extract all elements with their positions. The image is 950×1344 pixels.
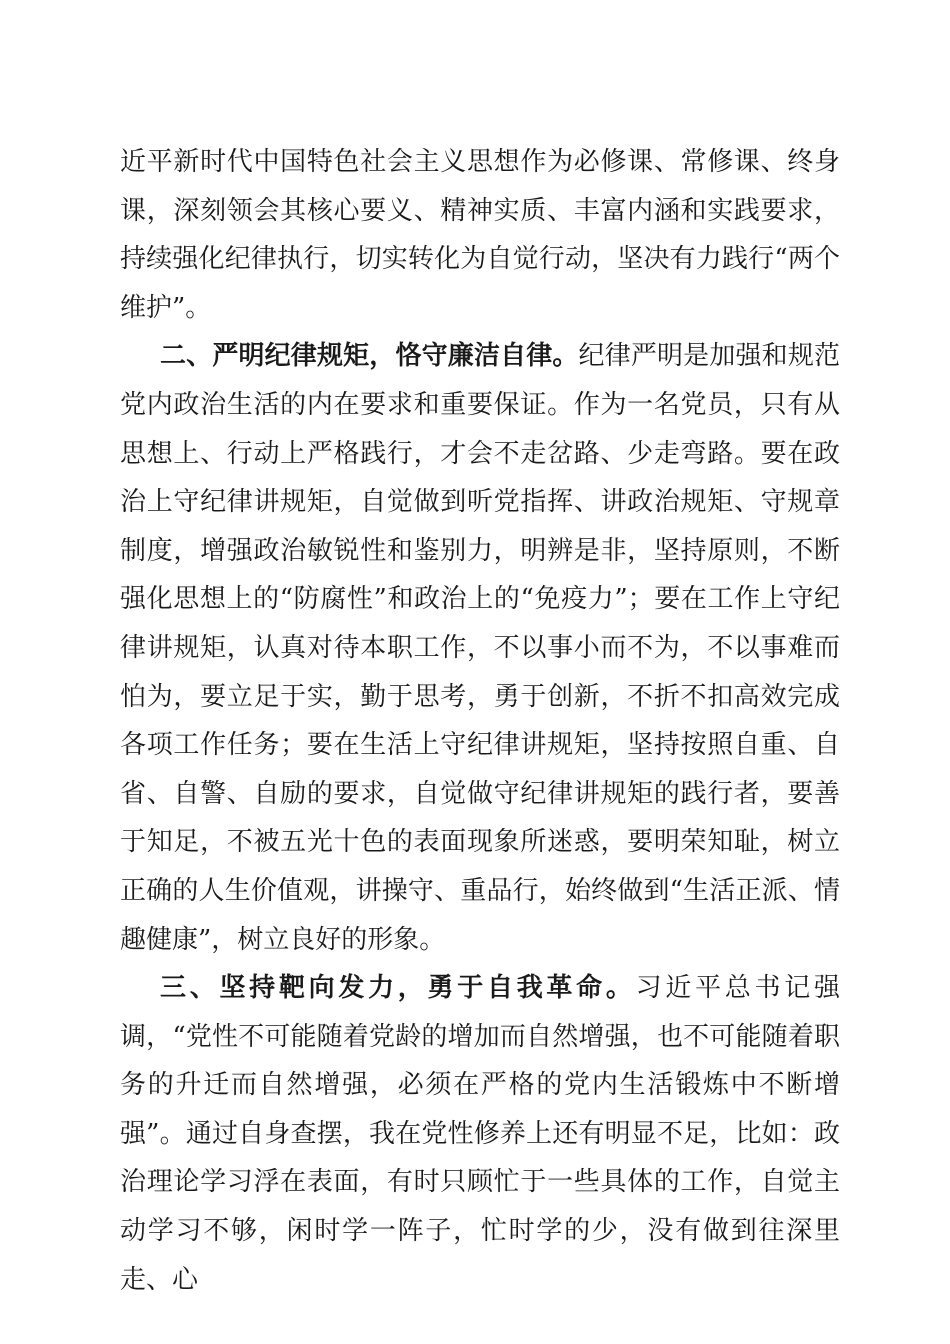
paragraph-continuation [120, 138, 840, 332]
paragraph-section-2 [120, 332, 840, 964]
section-2-heading: 二、严明纪律规矩，恪守廉洁自律。 [160, 341, 579, 372]
section-3-text: 习近平总书记强调，“党性不可能随着党龄的增加而自然增强，也不可能随着职务的升迁而自然增强，必须在严格的党内生活锻炼中不断增强”。通过自身查摆，我在党性修养上还有明显不足，比如：政治理论学习浮在表面，有时只顾忙于一些具体的工作，自觉主动学习不够，闲时学一阵子，忙时学的少，没有做到往深里走、心 [120, 973, 840, 1295]
document-body [120, 138, 840, 1304]
section-3-heading: 三、坚持靶向发力，勇于自我革命。 [160, 973, 636, 1004]
paragraph-section-3 [120, 964, 840, 1304]
section-2-text: 纪律严明是加强和规范党内政治生活的内在要求和重要保证。作为一名党员，只有从思想上、行动上严格践行，才会不走岔路、少走弯路。要在政治上守纪律讲规矩，自觉做到听党指挥、讲政治规矩、守规章制度，增强政治敏锐性和鉴别力，明辨是非，坚持原则，不断强化思想上的“防腐性”和政治上的“免疫力”；要在工作上守纪律讲规矩，认真对待本职工作，不以事小而不为，不以事难而怕为，要立足于实，勤于思考，勇于创新，不折不扣高效完成各项工作任务；要在生活上守纪律讲规矩，坚持按照自重、自省、自警、自励的要求，自觉做守纪律讲规矩的践行者，要善于知足，不被五光十色的表面现象所迷惑，要明荣知耻，树立正确的人生价值观，讲操守、重品行，始终做到“生活正派、情趣健康”，树立良好的形象。 [120, 341, 840, 955]
paragraph-1-text: 近平新时代中国特色社会主义思想作为必修课、常修课、终身课，深刻领会其核心要义、精神实质、丰富内涵和实践要求，持续强化纪律执行，切实转化为自觉行动，坚决有力践行“两个维护”。 [120, 147, 840, 323]
